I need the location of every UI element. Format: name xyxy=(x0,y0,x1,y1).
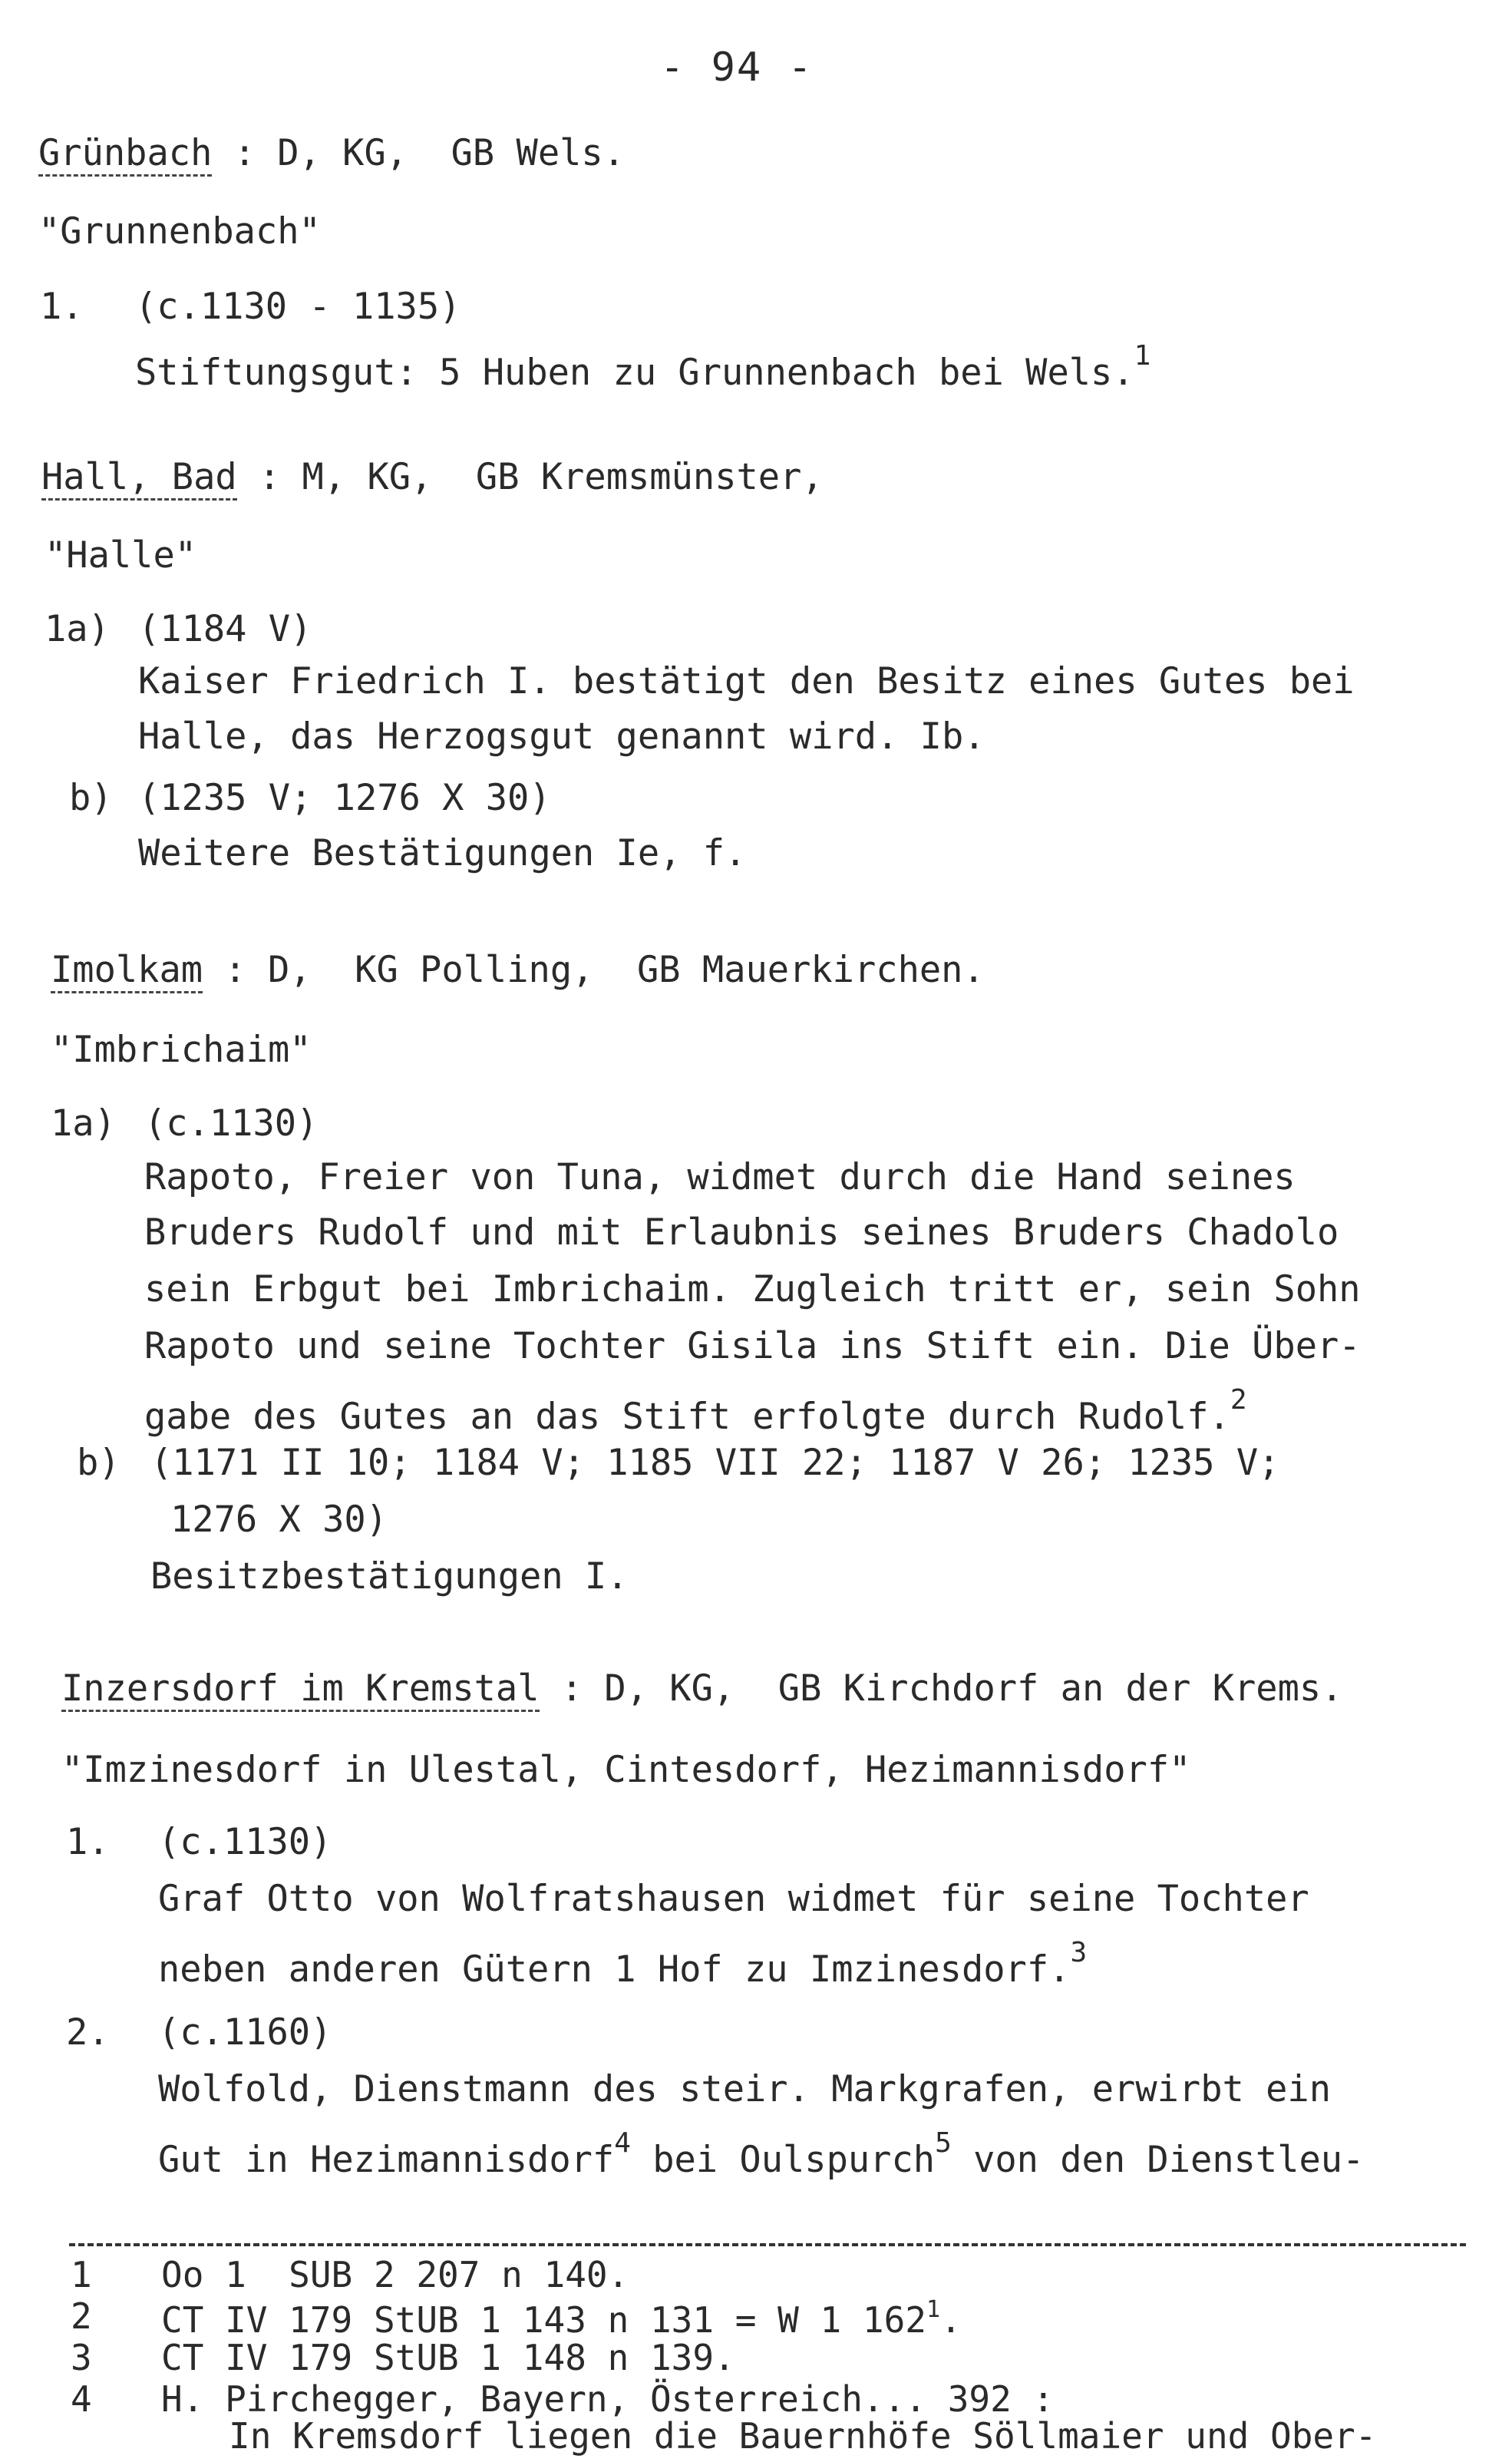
footnote-text: CT IV 179 StUB 1 143 n 131 = W 1 162 xyxy=(161,2299,926,2341)
item-text-line: Rapoto, Freier von Tuna, widmet durch die Hand seines xyxy=(144,1156,1296,1198)
item-text xyxy=(158,1937,1088,1991)
place-designation: : D, KG Polling, GB Mauerkirchen. xyxy=(203,949,985,991)
place-designation: : D, KG, GB Kirchdorf an der Krems. xyxy=(539,1667,1343,1710)
footnote-number: 4 xyxy=(71,2378,92,2420)
footnote-separator xyxy=(69,2243,1466,2246)
item-date: (c.1130) xyxy=(144,1102,319,1145)
item-text-line: Wolfold, Dienstmann des steir. Markgrafen, erwirbt ein xyxy=(158,2068,1332,2110)
entry-heading xyxy=(41,456,824,501)
item-date: (c.1160) xyxy=(158,2011,332,2054)
place-name: Grünbach xyxy=(38,135,212,177)
old-name: "Imzinesdorf in Ulestal, Cintesdorf, Hezimannisdorf" xyxy=(61,1749,1191,1791)
item-text-line: sein Erbgut bei Imbrichaim. Zugleich tritt er, sein Sohn xyxy=(144,1268,1361,1310)
place-designation: : M, KG, GB Kremsmünster, xyxy=(236,456,824,498)
entry-heading xyxy=(38,132,626,177)
item-text-line: Stiftungsgut: 5 Huben zu Grunnenbach bei Wels. xyxy=(135,352,1134,394)
item-date: (c.1130 - 1135) xyxy=(135,286,461,328)
footnote-ref: 1 xyxy=(1134,340,1151,372)
item-text xyxy=(144,1384,1247,1438)
old-name: "Imbrichaim" xyxy=(51,1029,312,1071)
footnote-ref: 5 xyxy=(935,2127,952,2159)
item-number: 2. xyxy=(66,2011,110,2054)
footnote-text: CT IV 179 StUB 1 148 n 139. xyxy=(161,2337,735,2378)
item-number: 1a) xyxy=(45,608,110,650)
item-text-line: Gut in Hezimannisdorf xyxy=(158,2139,615,2181)
footnote-ref: 2 xyxy=(1230,1384,1247,1416)
item-text xyxy=(158,2127,1365,2181)
footnote-text: H. Pirchegger, Bayern, Österreich... 392 : xyxy=(161,2378,1055,2420)
item-date: (1184 V) xyxy=(138,608,312,650)
old-name: "Grunnenbach" xyxy=(38,210,321,253)
item-text xyxy=(135,340,1151,394)
place-name: Imolkam xyxy=(51,952,203,993)
item-text-line: Besitzbestätigungen I. xyxy=(150,1555,629,1598)
item-text-line: Rapoto und seine Tochter Gisila ins Stift ein. Die Über- xyxy=(144,1325,1361,1367)
item-text-line: von den Dienstleu- xyxy=(973,2139,1365,2181)
footnote-ref: 4 xyxy=(614,2127,631,2159)
footnote-text: CT IV 179 StUB 1 143 n 131 = W 1 162$^1$. xyxy=(161,2296,962,2341)
item-date-continued: 1276 X 30) xyxy=(170,1499,388,1541)
place-name: Inzersdorf im Kremstal xyxy=(61,1671,540,1712)
footnote-text: Oo 1 SUB 2 207 n 140. xyxy=(161,2254,629,2295)
entry-heading xyxy=(61,1667,1343,1712)
footnote-number: 2 xyxy=(71,2295,92,2337)
place-name: Hall, Bad xyxy=(41,459,237,501)
entry-heading xyxy=(51,949,985,993)
page-number: - 94 - xyxy=(660,45,814,91)
item-text-line: Graf Otto von Wolfratshausen widmet für seine Tochter xyxy=(158,1878,1309,1920)
footnote-superscript: 1 xyxy=(926,2296,941,2323)
item-text-line: gabe des Gutes an das Stift erfolgte durch Rudolf. xyxy=(144,1396,1230,1438)
footnote-number: 1 xyxy=(71,2254,92,2295)
item-text-line: Halle, das Herzogsgut genannt wird. Ib. xyxy=(138,715,985,758)
old-name: "Halle" xyxy=(45,534,197,577)
footnote-text-continued: In Kremsdorf liegen die Bauernhöfe Söllmaier und Ober- xyxy=(229,2415,1377,2457)
item-number: 1. xyxy=(40,286,84,328)
item-number: b) xyxy=(77,1442,120,1484)
item-date: (1171 II 10; 1184 V; 1185 VII 22; 1187 V 26; 1235 V; xyxy=(150,1442,1280,1484)
item-date: (1235 V; 1276 X 30) xyxy=(138,777,551,819)
item-number: 1. xyxy=(66,1821,110,1863)
item-date: (c.1130) xyxy=(158,1821,332,1863)
item-text-line: bei Oulspurch xyxy=(652,2139,936,2181)
item-number: 1a) xyxy=(51,1102,116,1145)
place-designation: : D, KG, GB Wels. xyxy=(212,132,626,174)
footnote-number: 3 xyxy=(71,2337,92,2378)
item-number: b) xyxy=(69,777,113,819)
footnote-ref: 3 xyxy=(1070,1937,1088,1968)
item-text-line: Weitere Bestätigungen Ie, f. xyxy=(138,832,747,874)
item-text-line: Bruders Rudolf und mit Erlaubnis seines Bruders Chadolo xyxy=(144,1211,1339,1254)
item-text-line: neben anderen Gütern 1 Hof zu Imzinesdorf. xyxy=(158,1948,1071,1991)
item-text-line: Kaiser Friedrich I. bestätigt den Besitz eines Gutes bei xyxy=(138,660,1355,702)
